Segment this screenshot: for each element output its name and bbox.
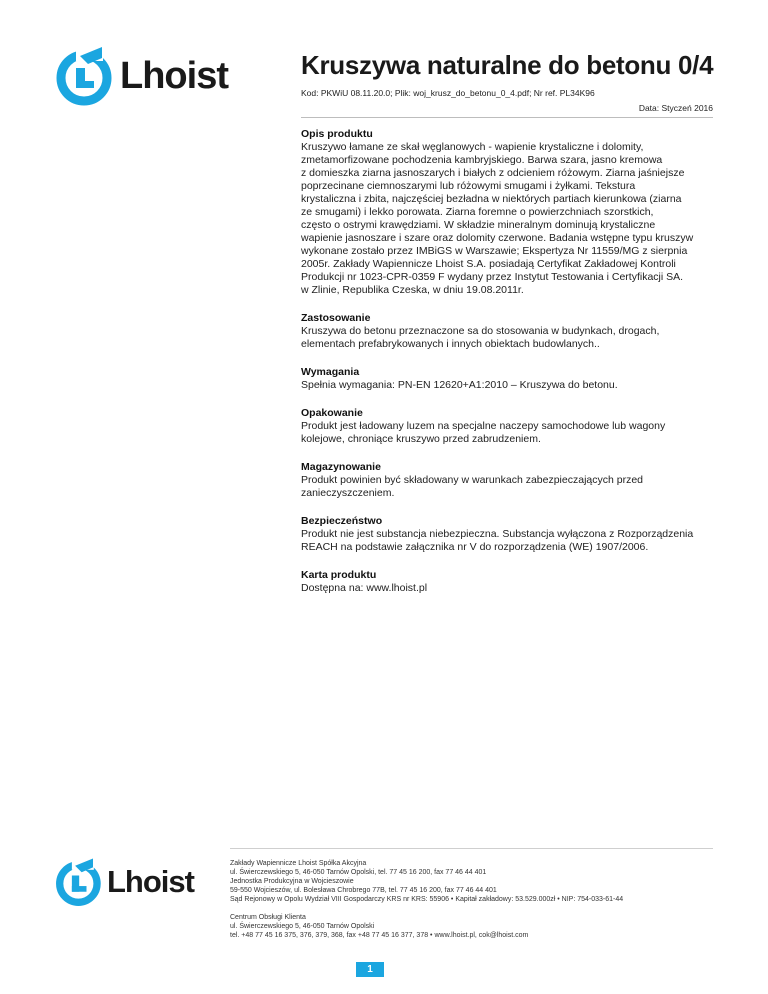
footer-service-center: Centrum Obsługi Klienta (230, 914, 306, 921)
section-zastosowanie (301, 312, 713, 351)
footer-logo (54, 856, 194, 908)
section-opis-produktu (301, 128, 713, 297)
section-heading: Zastosowanie (301, 312, 371, 324)
section-body: Produkt powinien być składowany w warunkach zabezpieczających przed zanieczyszczeniem. (301, 474, 644, 499)
footer-divider (230, 848, 713, 849)
lhoist-logo-icon (54, 856, 106, 908)
footer-unit-address: 59-550 Wojcieszów, ul. Bolesława Chrobrego 77B, tel. 77 45 16 200, fax 77 46 44 401 (230, 887, 497, 894)
footer-registry: Sąd Rejonowy w Opolu Wydział VIII Gospodarczy KRS nr KRS: 55906 • Kapitał zakładowy: 53.529.000zł • NIP: 754-033-61-44 (230, 896, 624, 903)
section-wymagania (301, 366, 713, 392)
section-body: Produkt nie jest substancja niebezpieczna. Substancja wyłączona z Rozporządzenia REACH na podstawie załącznika nr V do rozporządzenia (WE) 1907/2006. (301, 528, 694, 553)
footer-service-address: ul. Świerczewskiego 5, 46-050 Tarnów Opolski (230, 923, 375, 930)
section-opakowanie (301, 407, 713, 446)
section-heading: Magazynowanie (301, 461, 381, 473)
section-body: Kruszywo łamane ze skał węglanowych - wapienie krystaliczne i dolomity, zmetamorfizowane pochodzenia kambryjskiego. Barwa szara, jasno kremowa z domieszka ziarna jasnoszarych i białych z odcieniem różowym. Ziarna jaśniejsze poprzecinane ciemnoszarymi lub różowymi smugami i żyłkami. Tekstura krystaliczna i zbita, najczęściej bezładna w niektórych partiach kierunkowa (ziarna ze smugami) i lekko porowata. Ziarna foremne o powierzchniach szorstkich, często o ostrymi krawędziami. W składzie mineralnym dominują krystaliczne wapienie jasnoszare i szare oraz dolomity czerwone. Badania wstępne typu kruszyw wykonane zostało przez IMBiGS w Warszawie; Ekspertyza Nr 11559/MG z sierpnia 2005r. Zakłady Wapiennicze Lhoist S.A. posiadają Certyfikat Zakładowej Kontroli Produkcji nr 1023-CPR-0359 F wydany przez Instytut Testowania i Certyfikacji SA. w Zlinie, Republika Czeska, w dniu 19.08.2011r. (301, 141, 694, 296)
logo-wordmark: Lhoist (120, 54, 228, 97)
document-date: Data: Styczeń 2016 (638, 103, 713, 113)
header-divider (301, 117, 713, 118)
section-body: Spełnia wymagania: PN-EN 12620+A1:2010 – Kruszywa do betonu. (301, 379, 618, 391)
logo-wordmark: Lhoist (107, 864, 194, 899)
footer-contact (230, 859, 720, 940)
document-content (301, 128, 713, 610)
section-heading: Karta produktu (301, 569, 377, 581)
document-title: Kruszywa naturalne do betonu 0/4 (301, 50, 714, 80)
section-magazynowanie (301, 461, 713, 500)
header-logo (54, 44, 228, 108)
section-body: Produkt jest ładowany luzem na specjalne naczepy samochodowe lub wagony kolejowe, chroniące kruszywo przed zabrudzeniem. (301, 420, 666, 445)
section-body: Dostępna na: www.lhoist.pl (301, 582, 428, 594)
footer-address: ul. Świerczewskiego 5, 46-050 Tarnów Opolski, tel. 77 45 16 200, fax 77 46 44 401 (230, 869, 487, 876)
document-meta: Kod: PKWiU 08.11.20.0; Plik: woj_krusz_do_betonu_0_4.pdf; Nr ref. PL34K96 (301, 88, 595, 98)
section-heading: Bezpieczeństwo (301, 515, 383, 527)
section-karta-produktu (301, 569, 713, 595)
section-heading: Opis produktu (301, 128, 373, 140)
footer-unit: Jednostka Produkcyjna w Wojcieszowie (230, 878, 354, 885)
lhoist-logo-icon (54, 44, 118, 108)
page-number: 1 (356, 962, 384, 977)
section-bezpieczenstwo (301, 515, 713, 554)
section-body: Kruszywa do betonu przeznaczone sa do stosowania w budynkach, drogach, elementach prefabrykowanych i innych obiektach budowlanych.. (301, 325, 660, 350)
section-heading: Opakowanie (301, 407, 363, 419)
footer-company: Zakłady Wapiennicze Lhoist Spółka Akcyjna (230, 860, 367, 867)
section-heading: Wymagania (301, 366, 360, 378)
footer-service-contact: tel. +48 77 45 16 375, 376, 379, 368, fax +48 77 45 16 377, 378 • www.lhoist.pl, cok@lhoist.com (230, 932, 529, 939)
